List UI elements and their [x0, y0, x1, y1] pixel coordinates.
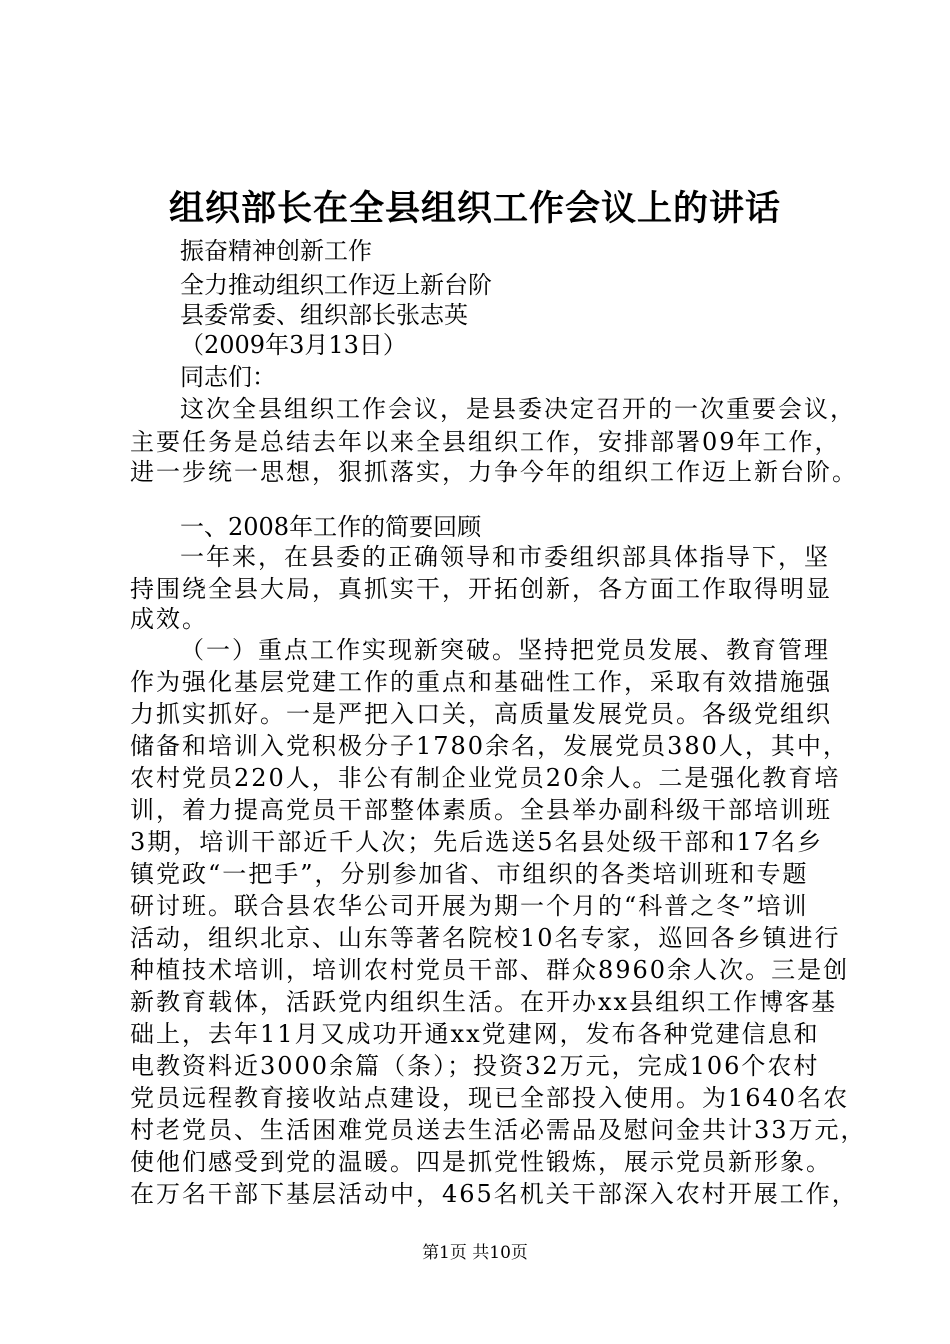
- body-line: （一）重点工作实现新突破。坚持把党员发展、教育管理: [180, 636, 830, 664]
- body-line: 研讨班。联合县农华公司开展为期一个月的“科普之冬”培训: [130, 892, 809, 920]
- body-line: 训，着力提高党员干部整体素质。全县举办副科级干部培训班: [130, 796, 832, 824]
- body-line: 电教资料近3000余篇（条）；投资32万元，完成106个农村: [130, 1052, 820, 1080]
- body-line: 一年来，在县委的正确领导和市委组织部具体指导下，坚: [180, 543, 830, 571]
- body-line: 新教育载体，活跃党内组织生活。在开办xx县组织工作博客基: [130, 988, 838, 1016]
- body-line: 在万名干部下基层活动中，465名机关干部深入农村开展工作，: [130, 1180, 858, 1208]
- subtitle-line-1: 振奋精神创新工作: [180, 237, 372, 265]
- section-heading: 一、2008年工作的简要回顾: [180, 513, 482, 541]
- body-line: 成效。: [130, 605, 208, 633]
- page-footer: 第1页 共10页: [422, 1243, 528, 1263]
- body-line: 农村党员220人，非公有制企业党员20余人。二是强化教育培: [130, 764, 841, 792]
- body-line: 活动，组织北京、山东等著名院校10名专家，巡回各乡镇进行: [130, 924, 841, 952]
- speaker-line: 县委常委、组织部长张志英: [180, 301, 468, 329]
- body-line: 础上，去年11月又成功开通xx党建网，发布各种党建信息和: [130, 1020, 820, 1048]
- body-line: 党员远程教育接收站点建设，现已全部投入使用。为1640名农: [130, 1084, 850, 1112]
- body-line: 这次全县组织工作会议，是县委决定召开的一次重要会议，: [180, 395, 856, 423]
- body-line: 持围绕全县大局，真抓实干，开拓创新，各方面工作取得明显: [130, 575, 832, 603]
- body-line: 镇党政“一把手”，分别参加省、市组织的各类培训班和专题: [130, 860, 809, 888]
- subtitle-line-2: 全力推动组织工作迈上新台阶: [180, 271, 492, 299]
- date-line: （2009年3月13日）: [180, 331, 407, 359]
- body-line: 力抓实抓好。一是严把入口关，高质量发展党员。各级党组织: [130, 700, 832, 728]
- body-line: 使他们感受到党的温暖。四是抓党性锻炼，展示党员新形象。: [130, 1148, 832, 1176]
- body-line: 作为强化基层党建工作的重点和基础性工作，采取有效措施强: [130, 668, 832, 696]
- body-line: 种植技术培训，培训农村党员干部、群众8960余人次。三是创: [130, 956, 850, 984]
- body-line: 进一步统一思想，狠抓落实，力争今年的组织工作迈上新台阶。: [130, 458, 858, 486]
- body-line: 3期，培训干部近千人次；先后选送5名县处级干部和17名乡: [130, 828, 824, 856]
- body-line: 主要任务是总结去年以来全县组织工作，安排部署09年工作，: [130, 428, 841, 456]
- body-line: 村老党员、生活困难党员送去生活必需品及慰问金共计33万元，: [130, 1116, 867, 1144]
- salutation: 同志们：: [180, 363, 276, 391]
- document-title: 组织部长在全县组织工作会议上的讲话: [168, 188, 781, 229]
- body-line: 储备和培训入党积极分子1780余名，发展党员380人，其中，: [130, 732, 849, 760]
